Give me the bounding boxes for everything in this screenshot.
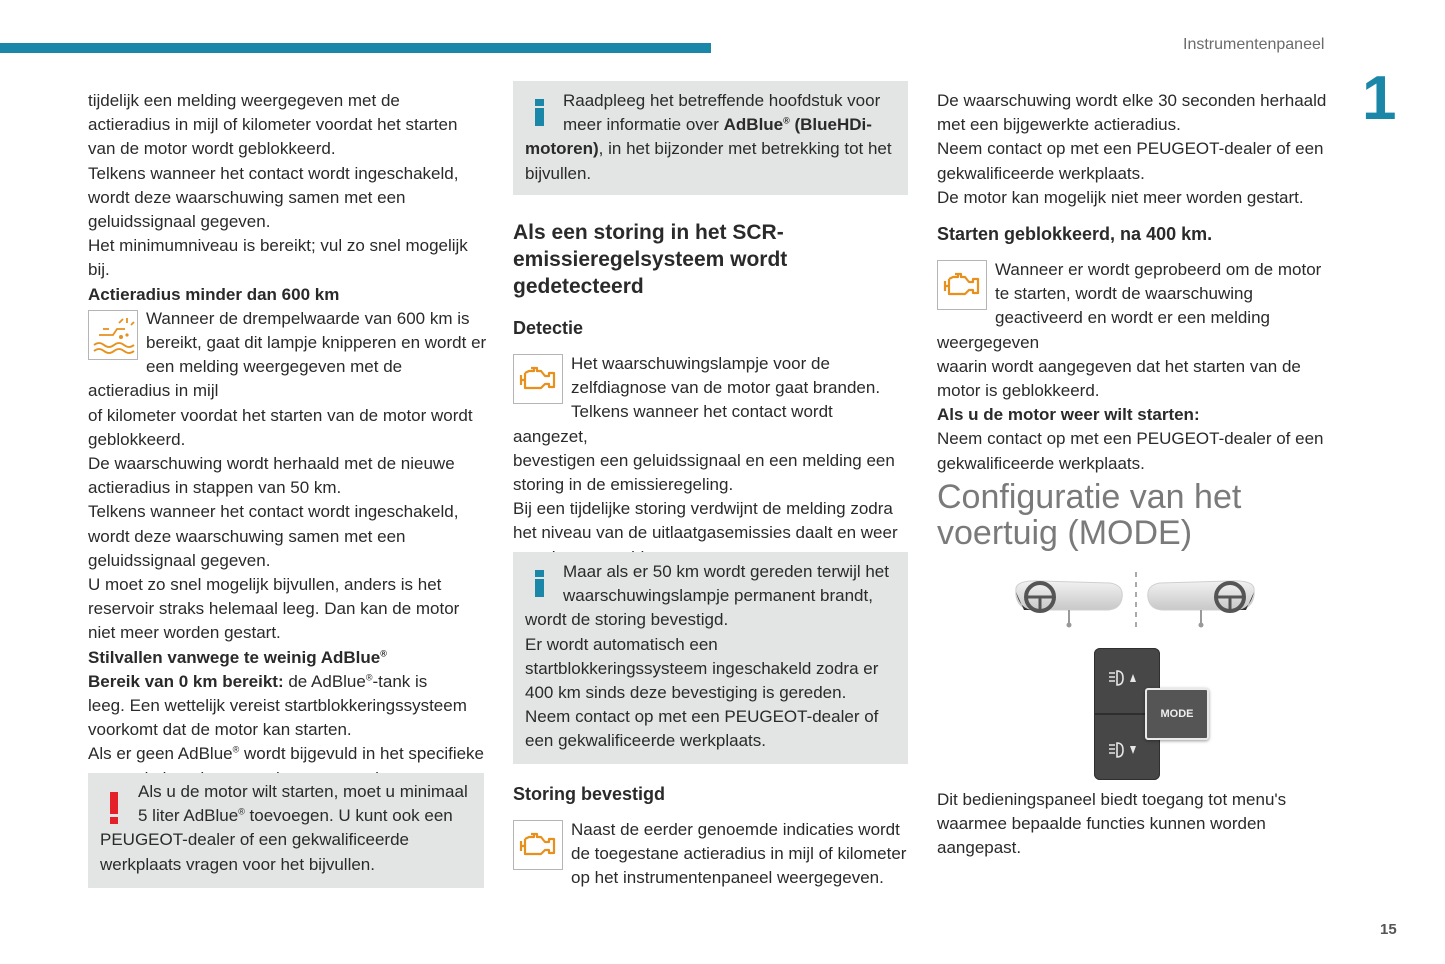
engine-check-icon (937, 260, 987, 310)
text-line: bevestigen een geluidssignaal en een melding een (513, 450, 895, 470)
text-line: Telkens wanneer het contact wordt ingeschakeld, (88, 163, 459, 183)
info-box-confirmation (513, 552, 908, 764)
text-line: de toegestane actieradius in mijl of kilometer (571, 844, 907, 864)
column-3-panel-text (937, 788, 1337, 861)
headlamp-up-icon (1108, 668, 1138, 693)
text-line: Als u de motor wilt starten, moet u minimaal (138, 782, 468, 801)
heading-line: gedetecteerd (513, 275, 644, 298)
text-line: U moet zo snel mogelijk bijvullen, anders is het (88, 575, 442, 595)
text-line: motor is geblokkeerd. (937, 381, 1100, 401)
section-heading-scr (513, 219, 787, 300)
text-line: met een bijgewerkte actieradius. (937, 115, 1181, 135)
column-3-top (937, 89, 1337, 210)
heading-line: Configuratie van het (937, 478, 1242, 516)
text-line: geluidssignaal gegeven. (88, 212, 271, 232)
section-title: Instrumentenpaneel (1183, 36, 1325, 53)
restart-title: Als u de motor weer wilt starten: (937, 405, 1200, 425)
text-line: waarmee bepaalde functies kunnen worden (937, 814, 1266, 834)
text-line: werkplaats vragen voor het bijvullen. (100, 854, 375, 874)
info-box-adblue (513, 81, 908, 195)
adblue-level-icon (88, 310, 138, 360)
text-line: Als er geen AdBlue® wordt bijgevuld in het specifieke (88, 744, 484, 764)
stall-title: Stilvallen vanwege te weinig AdBlue® (88, 647, 387, 667)
text-line: storing in de emissieregeling. (513, 475, 734, 495)
text-line: Neem contact op met een PEUGEOT-dealer of een (937, 429, 1324, 449)
text-line: Wanneer de drempelwaarde van 600 km is (146, 308, 470, 328)
text-line: Raadpleeg het betreffende hoofdstuk voor (563, 91, 881, 110)
text-line: leeg. Een wettelijk vereist startblokkeringssysteem (88, 696, 467, 716)
text-line: 400 km sinds deze bevestiging is gereden. (525, 683, 847, 703)
text-line: De motor kan mogelijk niet meer worden gestart. (937, 187, 1304, 207)
text-line: voorkomt dat de motor kan starten. (88, 720, 352, 740)
column-2-confirmed (513, 818, 908, 891)
confirmed-title: Storing bevestigd (513, 784, 666, 804)
text-line: Neem contact op met een PEUGEOT-dealer of (525, 707, 879, 727)
text-line: Bij een tijdelijke storing verdwijnt de melding zodra (513, 499, 893, 519)
text-line: Maar als er 50 km wordt gereden terwijl het (563, 562, 889, 581)
text-line: actieradius in stappen van 50 km. (88, 478, 342, 498)
text-line: Telkens wanneer het contact wordt ingeschakeld, (88, 502, 459, 522)
text-line: startblokkeringssysteem ingeschakeld zodra er (525, 658, 879, 678)
text-line: tijdelijk een melding weergegeven met de (88, 91, 400, 110)
text-line: aangepast. (937, 838, 1022, 858)
mode-button[interactable]: MODE (1145, 688, 1209, 740)
text-line: Naast de eerder genoemde indicaties wordt (571, 820, 900, 839)
headlamp-down-icon (1108, 740, 1138, 765)
text-line: 5 liter AdBlue® toevoegen. U kunt ook een (138, 806, 453, 826)
text-line: gekwalificeerde werkplaats. (937, 163, 1145, 183)
text-line: gekwalificeerde werkplaats. (937, 453, 1145, 473)
column-1 (88, 89, 488, 791)
text-line: Dit bedieningspaneel biedt toegang tot menu's (937, 790, 1287, 809)
text-line: De waarschuwing wordt elke 30 seconden herhaald (937, 91, 1327, 110)
text-line: Er wordt automatisch een (525, 634, 718, 654)
text-line: wordt deze waarschuwing samen met een (88, 526, 406, 546)
text-line: een gekwalificeerde werkplaats. (525, 731, 766, 751)
info-icon (525, 93, 553, 133)
text-line: Wanneer er wordt geprobeerd om de motor (995, 260, 1322, 279)
text-line: actieradius in mijl of kilometer voordat het starten (88, 115, 458, 135)
info-icon (525, 564, 553, 604)
text-line: of kilometer voordat het starten van de motor wordt (88, 405, 473, 425)
text-line: geluidssignaal gegeven. (88, 550, 271, 570)
text-line: geblokkeerd. (88, 429, 186, 449)
text-line: te starten, wordt de waarschuwing (995, 284, 1253, 304)
text-line: zelfdiagnose van de motor gaat branden. (571, 378, 881, 398)
text-line: reservoir straks helemaal leeg. Dan kan de motor (88, 599, 460, 619)
text-line: Telkens wanneer het contact wordt aangezet, (513, 402, 833, 446)
text-line: bereikt, gaat dit lampje knipperen en wordt er (146, 333, 487, 353)
text-line: niet meer worden gestart. (88, 623, 281, 643)
text-line: wordt deze waarschuwing samen met een (88, 187, 406, 207)
header-accent-bar (0, 43, 711, 53)
text-line: bijvullen. (525, 163, 592, 183)
range-600-title: Actieradius minder dan 600 km (88, 284, 340, 304)
warning-box (88, 773, 484, 888)
text-line: wordt de storing bevestigd. (525, 610, 729, 630)
text-line: waarschuwingslampje permanent brandt, (563, 586, 873, 606)
engine-check-icon (513, 820, 563, 870)
heading-line: voertuig (MODE) (937, 514, 1193, 552)
text-line: bij. (88, 260, 110, 280)
text-line: motoren), in het bijzonder met betrekking tot het (525, 139, 892, 159)
text-line: De waarschuwing wordt herhaald met de nieuwe (88, 454, 455, 474)
text-line: meer informatie over AdBlue® (BlueHDi- (563, 115, 872, 135)
text-line: Bereik van 0 km bereikt: de AdBlue®-tank is (88, 671, 428, 691)
text-line: van de motor wordt geblokkeerd. (88, 139, 336, 159)
text-line: Het minimumniveau is bereikt; vul zo snel mogelijk (88, 236, 468, 256)
text-line: Het waarschuwingslampje voor de (571, 354, 830, 373)
text-line: het niveau van de uitlaatgasemissies daalt en weer (513, 523, 898, 543)
engine-check-icon (513, 354, 563, 404)
text-line: op het instrumentenpaneel weergegeven. (571, 868, 884, 888)
warning-exclamation-icon (100, 784, 128, 828)
text-line: PEUGEOT-dealer of een gekwalificeerde (100, 830, 409, 850)
text-line: waarin wordt aangegeven dat het starten van de (937, 356, 1301, 376)
chapter-number: 1 (1362, 64, 1397, 133)
column-3-blocked (937, 258, 1337, 476)
column-2-detection (513, 352, 908, 570)
text-line: Neem contact op met een PEUGEOT-dealer of een (937, 139, 1324, 159)
page-number: 15 (1380, 921, 1397, 938)
config-heading (937, 479, 1241, 551)
detection-title: Detectie (513, 318, 584, 338)
dashboard-illustration (1010, 570, 1260, 632)
text-line: geactiveerd en wordt er een melding weergegeven (937, 308, 1270, 352)
heading-line: Als een storing in het SCR- (513, 221, 784, 244)
text-line: een melding weergegeven met de actieradius in mijl (88, 357, 403, 401)
blocked-title: Starten geblokkeerd, na 400 km. (937, 224, 1213, 244)
heading-line: emissieregelsysteem wordt (513, 248, 788, 271)
